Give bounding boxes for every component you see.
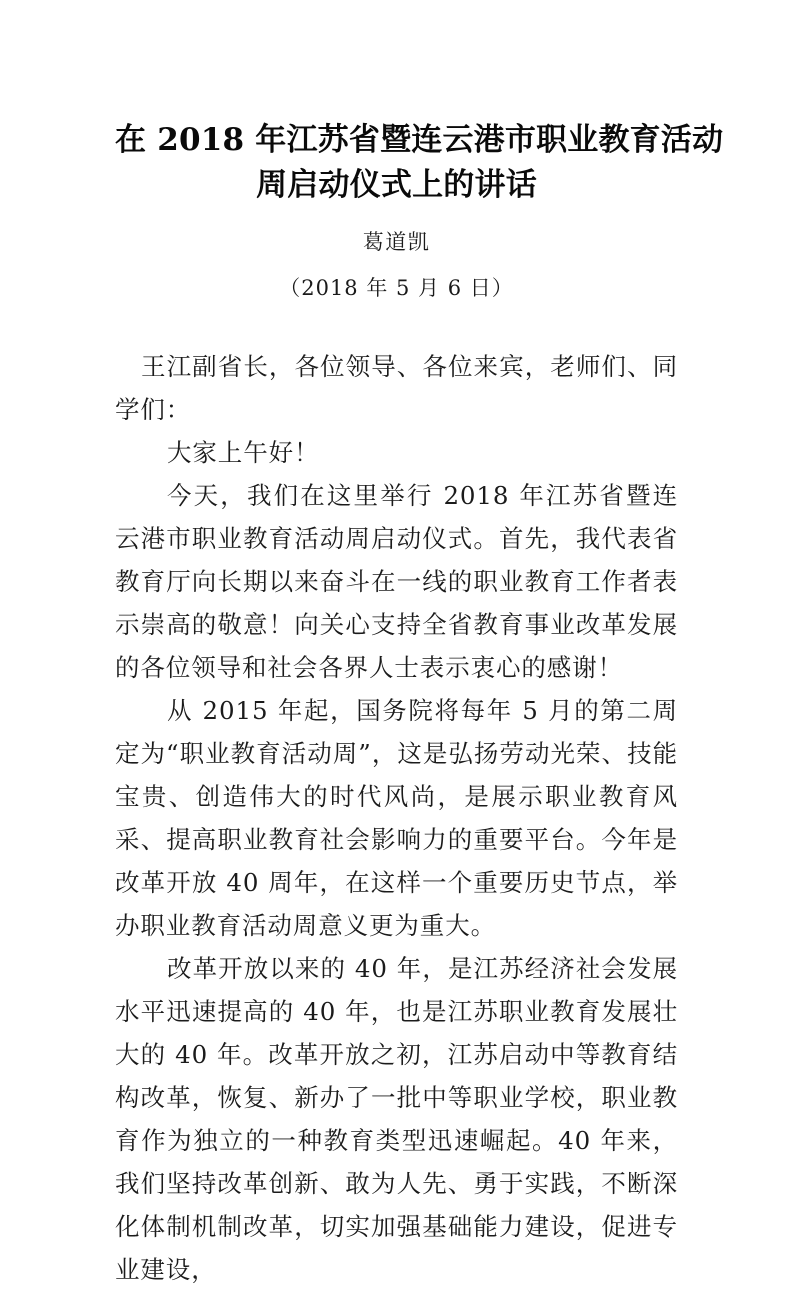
page-title-line-2: 周启动仪式上的讲话	[256, 167, 537, 203]
speech-dateline: （2018 年 5 月 6 日）	[279, 276, 514, 300]
paragraph-vocational-education-week: 从 2015 年起，国务院将每年 5 月的第二周定为“职业教育活动周”，这是弘扬劳动光荣、技能宝贵、创造伟大的时代风尚，是展示职业教育风采、提高职业教育社会影响力的重要平台。今年是改革开放 40 周年，在这样一个重要历史节点，举办职业教育活动周意义更为重大。	[115, 696, 678, 940]
paragraph-greeting: 大家上午好！	[167, 438, 320, 467]
paragraph-opening-thanks: 今天，我们在这里举行 2018 年江苏省暨连云港市职业教育活动周启动仪式。首先，我代表省教育厅向长期以来奋斗在一线的职业教育工作者表示崇高的敬意！向关心支持全省教育事业改革发展的各位领导和社会各界人士表示衷心的感谢！	[115, 481, 678, 682]
page-title	[115, 0, 724, 208]
paragraph-salutation: 王江副省长，各位领导、各位来宾，老师们、同学们：	[115, 352, 678, 424]
body-text	[115, 303, 678, 1291]
document-body	[115, 0, 724, 1291]
page-title-line-1: 在 2018 年江苏省暨连云港市职业教育活动	[115, 122, 724, 158]
author-byline: 葛道凯	[362, 230, 431, 254]
paragraph-forty-years-reform: 改革开放以来的 40 年，是江苏经济社会发展水平迅速提高的 40 年，也是江苏职业教育发展壮大的 40 年。改革开放之初，江苏启动中等教育结构改革，恢复、新办了一批中等职业学校，职业教育作为独立的一种教育类型迅速崛起。40 年来，我们坚持改革创新、敢为人先、勇于实践，不断深化体制机制改革，切实加强基础能力建设，促进专业建设，	[115, 954, 678, 1284]
